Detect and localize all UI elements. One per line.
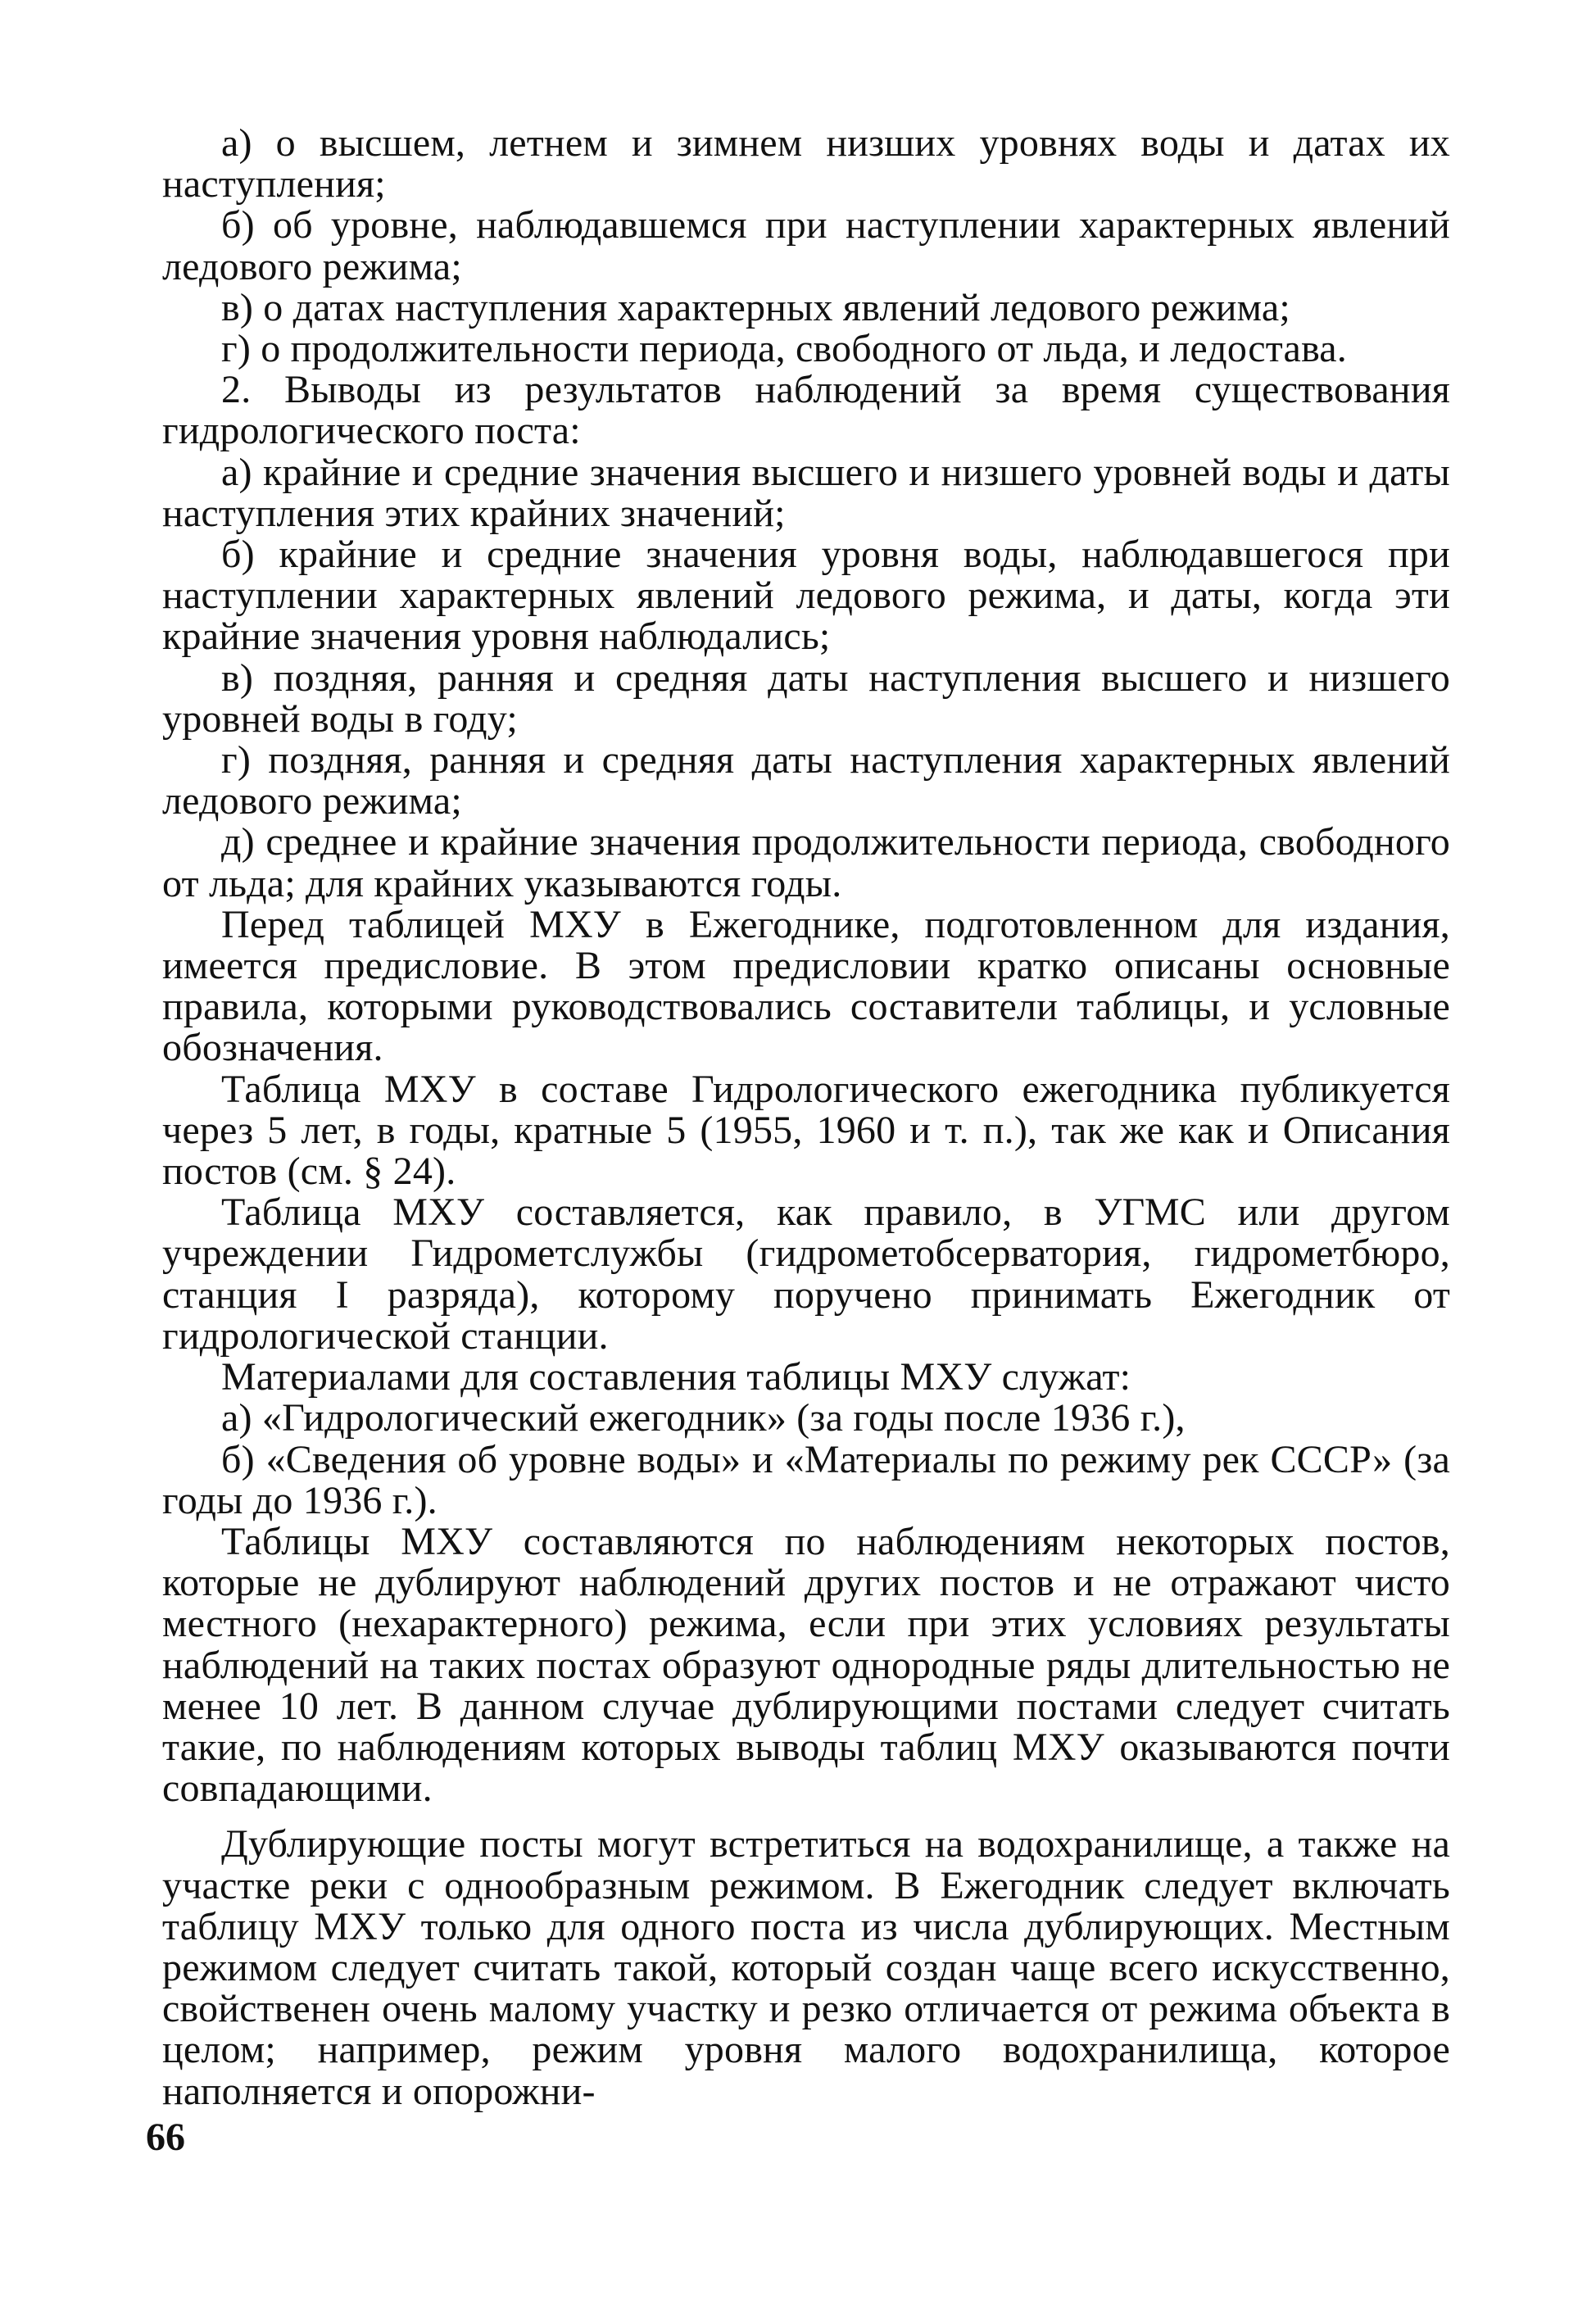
paragraph-preface: Перед таблицей МХУ в Ежегоднике, подготовленном для издания, имеется предисловие. В этом предисловии кратко описаны основные правила, которыми руководствовались составители таблицы, и условные обозначения. (162, 902, 1450, 1070)
paragraph-b-level-at-ice-phenomena: б) об уровне, наблюдавшемся при наступлении характерных явлений ледового режима; (162, 203, 1450, 288)
paragraph-2a-extreme-mean-levels: а) крайние и средние значения высшего и низшего уровней воды и даты наступления этих крайних значений; (162, 450, 1450, 535)
paragraph-materials-a: а) «Гидрологический ежегодник» (за годы после 1936 г.), (221, 1396, 1186, 1440)
paragraph-2d-dates-ice-phenomena: г) поздняя, ранняя и средняя даты наступления характерных явлений ледового режима; (162, 738, 1450, 823)
paragraph-2-conclusions: 2. Выводы из результатов наблюдений за время существования гидрологического поста: (162, 368, 1450, 453)
paragraph-2e-ice-free-period: д) среднее и крайние значения продолжительности периода, свободного от льда; для крайних указываются годы. (162, 820, 1450, 905)
page-number: 66 (146, 2116, 185, 2159)
body-text (162, 123, 1450, 2112)
paragraph-c-dates-ice-phenomena: в) о датах наступления характерных явлений ледового режима; (221, 285, 1290, 329)
paragraph-compilation: Таблица МХУ составляется, как правило, в УГМС или другом учреждении Гидрометслужбы (гидрометобсерватория, гидрометбюро, станция I разряда), которому поручено принимать Ежегодник от гидрологической станции. (162, 1190, 1450, 1358)
paragraph-2c-dates-high-low-levels: в) поздняя, ранняя и средняя даты наступления высшего и низшего уровней воды в году; (162, 655, 1450, 741)
paragraph-d-ice-free-duration: г) о продолжительности периода, свободного от льда, и ледостава. (221, 327, 1348, 371)
paragraph-duplicate-posts-rule: Таблицы МХУ составляются по наблюдениям некоторых постов, которые не дублируют наблюдений других постов и не отражают чисто местного (нехарактерного) режима, если при этих условиях результаты наблюдений на таких постах образуют однородные ряды длительностью не менее 10 лет. В данном случае дублирующими постами следует считать такие, по наблюдениям которых выводы таблиц МХУ оказываются почти совпадающими. (162, 1519, 1450, 1811)
paragraph-publication-period: Таблица МХУ в составе Гидрологического ежегодника публикуется через 5 лет, в годы, кратные 5 (1955, 1960 и т. п.), так же как и Описания постов (см. § 24). (162, 1067, 1450, 1194)
paragraph-materials-intro: Материалами для составления таблицы МХУ служат: (221, 1355, 1131, 1399)
paragraph-2b-extreme-mean-ice-levels: б) крайние и средние значения уровня воды, наблюдавшегося при наступлении характерных явлений ледового режима, и даты, когда эти крайние значения уровня наблюдались; (162, 533, 1450, 659)
paragraph-a-highest-lowest-levels: а) о высшем, летнем и зимнем низших уровнях воды и датах их наступления; (162, 121, 1450, 206)
paragraph-duplicate-posts-reservoir: Дублирующие посты могут встретиться на водохранилище, а также на участке реки с однообразным режимом. В Ежегодник следует включать таблицу МХУ только для одного поста из числа дублирующих. Местным режимом следует считать такой, который создан чаще всего искусственно, свойственен очень малому участку и резко отличается от режима объекта в целом; например, режим уровня малого водохранилища, которое наполняется и опорожни- (162, 1822, 1450, 2113)
paragraph-materials-b: б) «Сведения об уровне воды» и «Материалы по режиму рек СССР» (за годы до 1936 г.). (162, 1437, 1450, 1522)
